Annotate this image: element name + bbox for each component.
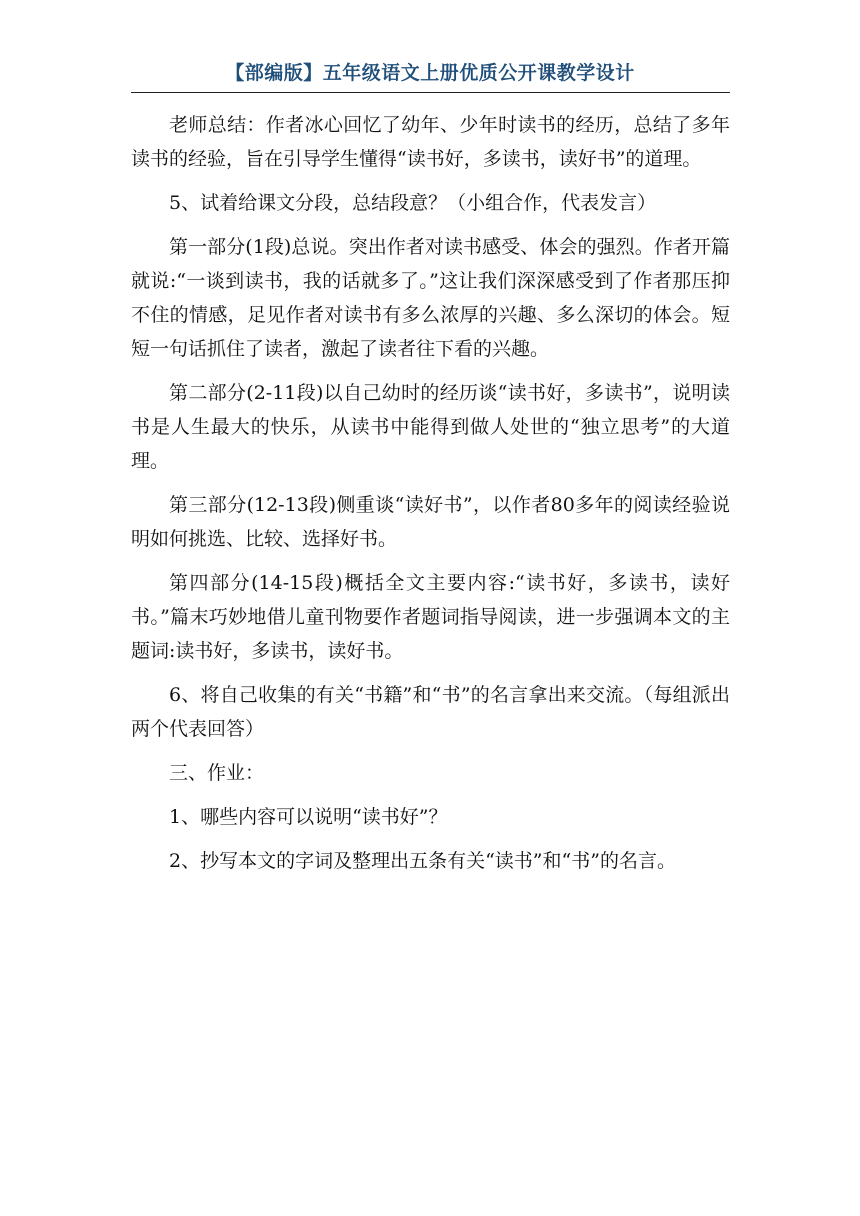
- paragraph-question-6: 6、将自己收集的有关“书籍”和“书”的名言拿出来交流。（每组派出两个代表回答）: [131, 684, 730, 740]
- paragraph-part-3: 第三部分(12-13段)侧重谈“读好书”，以作者80多年的阅读经验说明如何挑选、比较、选择好书。: [131, 494, 730, 550]
- section-heading-homework: 三、作业：: [169, 762, 265, 784]
- homework-item-1: 1、哪些内容可以说明“读书好”？: [169, 806, 448, 828]
- paragraph-question-5: 5、试着给课文分段，总结段意？（小组合作，代表发言）: [169, 192, 657, 214]
- paragraph-teacher-summary: 老师总结：作者冰心回忆了幼年、少年时读书的经历，总结了多年读书的经验，旨在引导学生懂得“读书好，多读书，读好书”的道理。: [131, 114, 730, 170]
- header-divider: [131, 92, 730, 93]
- homework-item-2: 2、抄写本文的字词及整理出五条有关“读书”和“书”的名言。: [169, 850, 676, 872]
- page-header-title: 【部编版】五年级语文上册优质公开课教学设计: [225, 62, 635, 84]
- document-body: [131, 108, 730, 888]
- paragraph-part-4: 第四部分(14-15段)概括全文主要内容:“读书好，多读书，读好书。”篇末巧妙地借儿童刊物要作者题词指导阅读，进一步强调本文的主题词:读书好，多读书，读好书。: [131, 572, 730, 662]
- paragraph-part-1: 第一部分(1段)总说。突出作者对读书感受、体会的强烈。作者开篇就说:“一谈到读书，我的话就多了。”这让我们深深感受到了作者那压抑不住的情感，足见作者对读书有多么浓厚的兴趣、多么深切的体会。短短一句话抓住了读者，激起了读者往下看的兴趣。: [131, 236, 730, 360]
- paragraph-part-2: 第二部分(2-11段)以自己幼时的经历谈“读书好，多读书”，说明读书是人生最大的快乐，从读书中能得到做人处世的“独立思考”的大道理。: [131, 382, 730, 472]
